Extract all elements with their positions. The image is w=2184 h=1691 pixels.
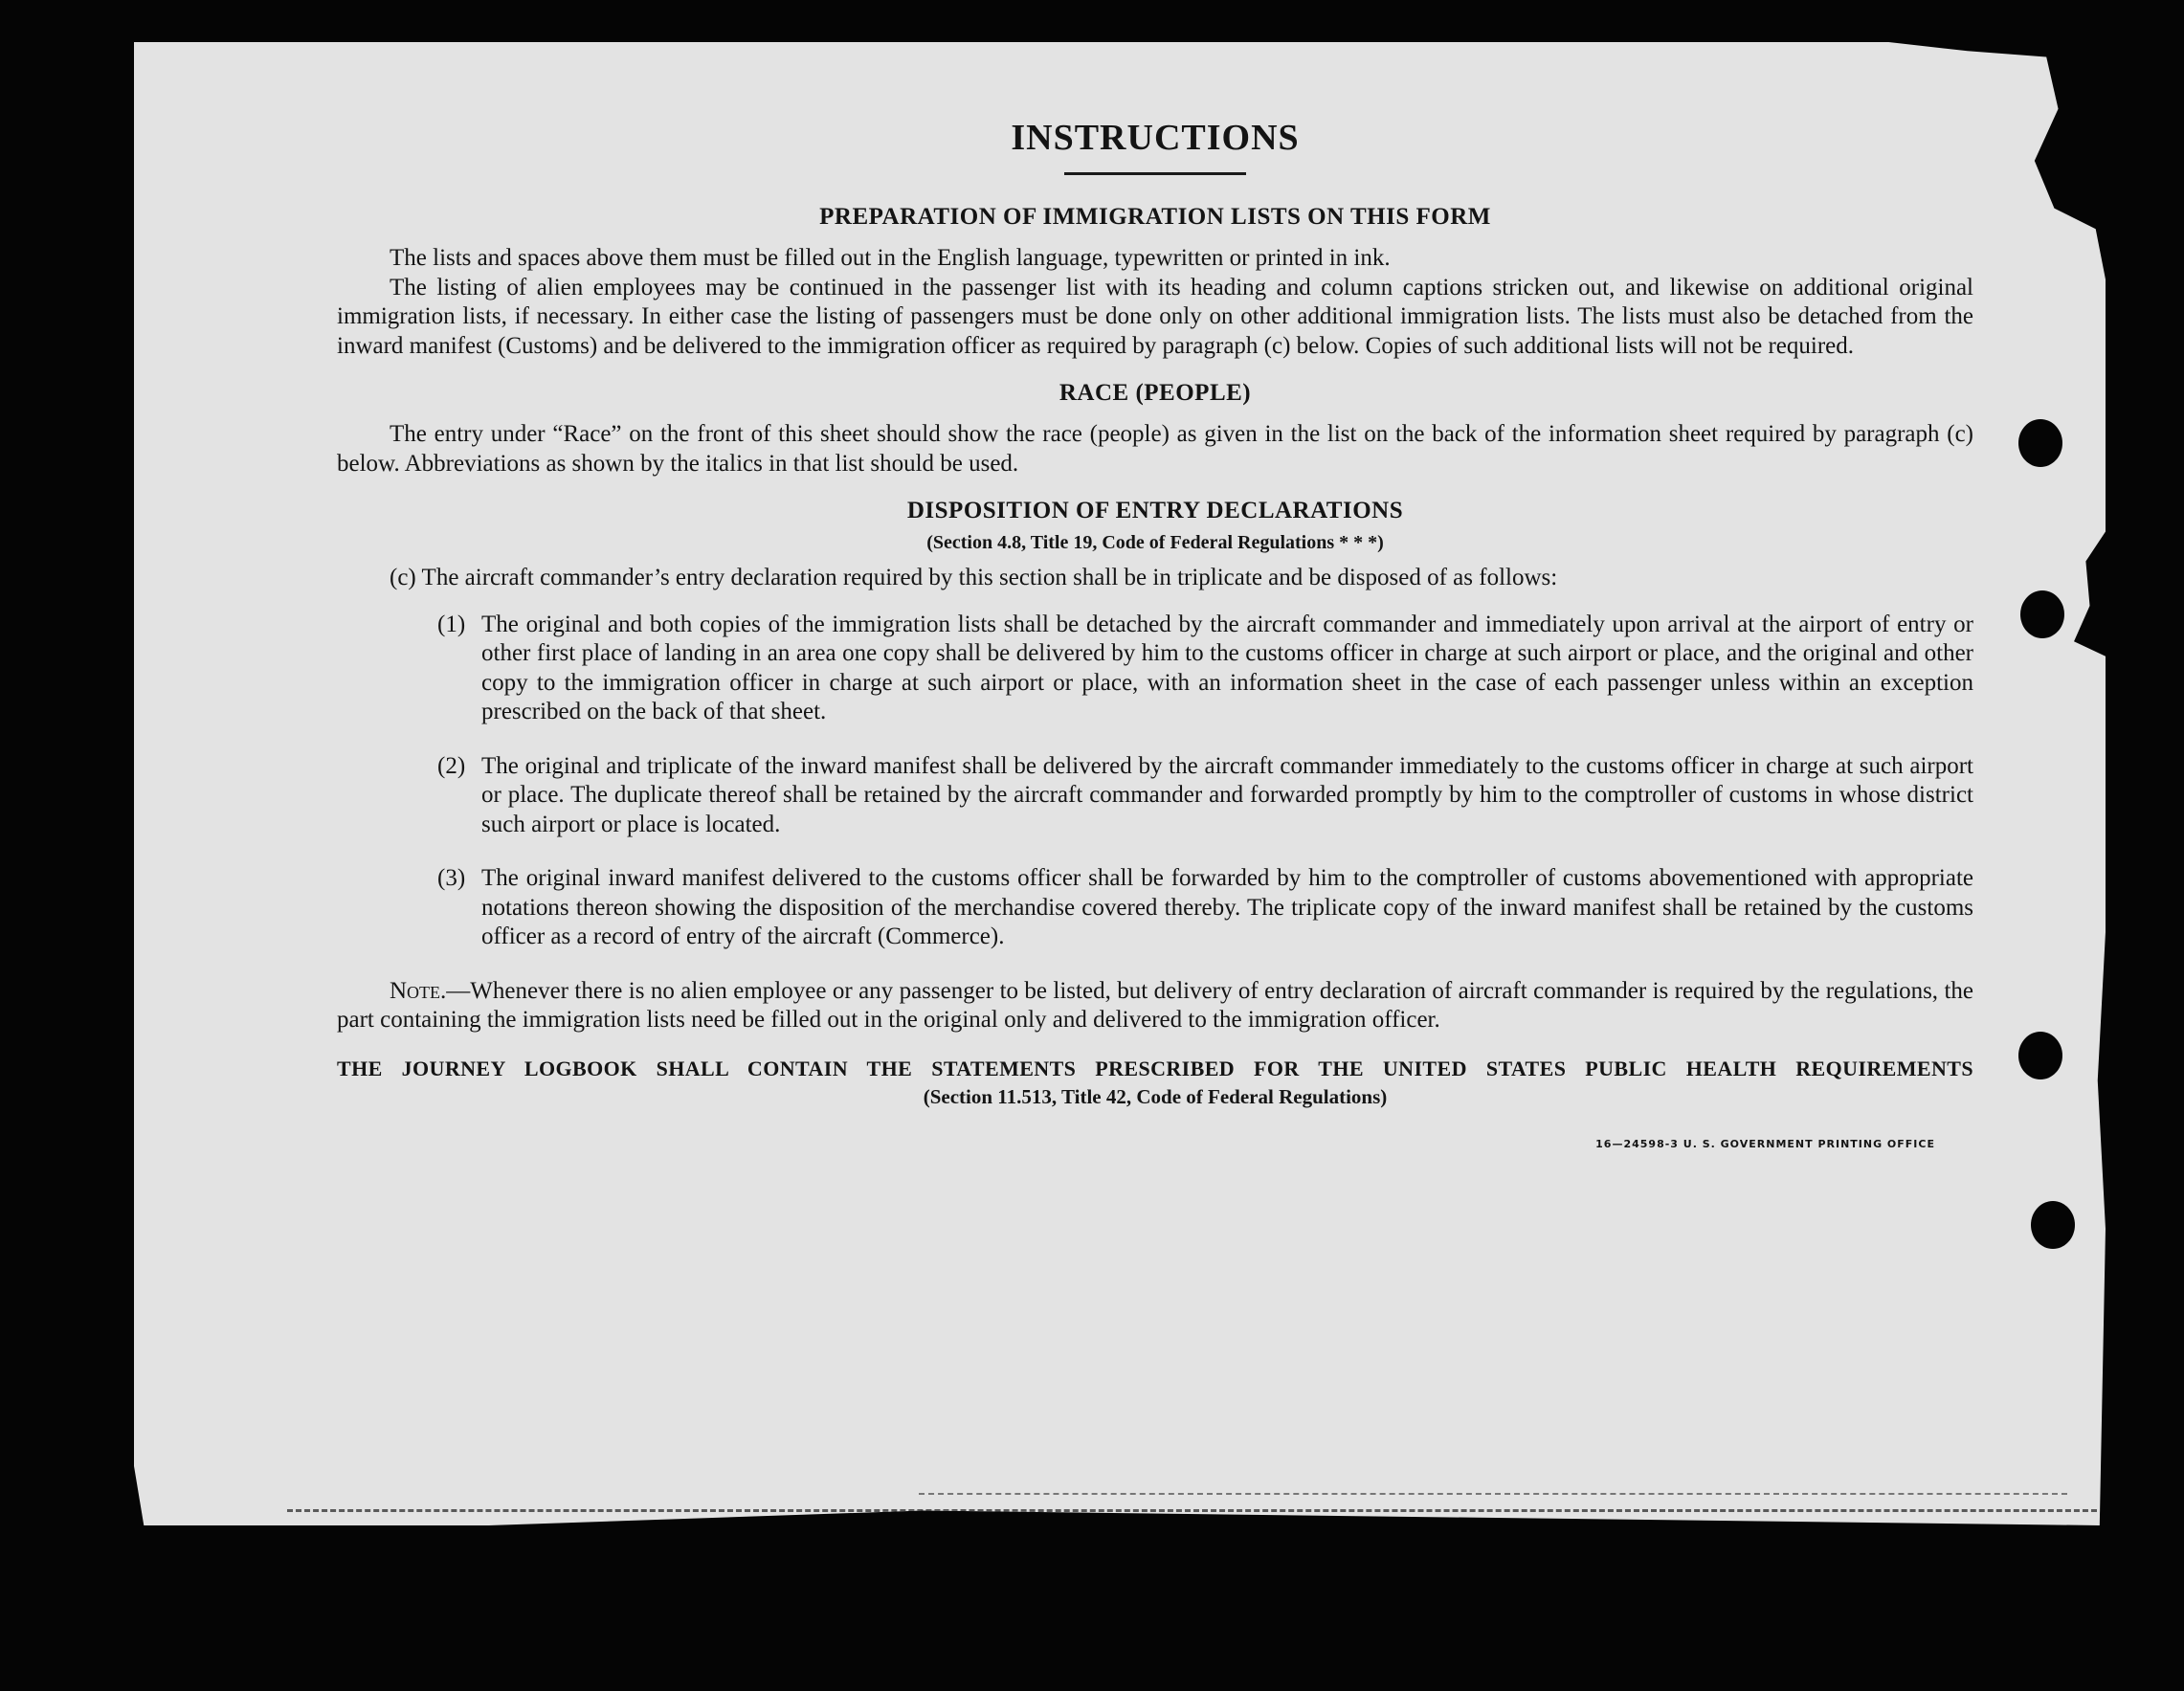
list-item-text: The original inward manifest delivered to the customs officer shall be forwarded by him to the comptroller of customs abovementioned with appropriate notations thereon showing the disposition of the merchandise covered thereby. The triplicate copy of the inward manifest shall be retained by the customs officer as a record of entry of the aircraft (Commerce). [481,865,1973,949]
list-item-number: (3) [437,865,466,891]
list-item-number: (2) [437,752,466,779]
list-item [337,752,1973,840]
paragraph-listing: The listing of alien employees may be continued in the passenger list with its heading and column captions stricken out, and likewise on additional original immigration lists, if necessary. In either case the listing of passengers must be done only on other additional immigration lists. The lists must also be detached from the inward manifest (Customs) and be delivered to the immigration officer as required by paragraph (c) below. Copies of such additional lists will not be required. [337,274,1973,359]
note-text: —Whenever there is no alien employee or any passenger to be listed, but delivery of entry declaration of aircraft commander is required by the regulations, the part containing the immigration lists need be filled out in the original only and delivered to the immigration officer. [337,977,1973,1033]
title-rule [1064,172,1246,175]
list-item [337,611,1973,727]
paragraph-race: The entry under “Race” on the front of this sheet should show the race (people) as given in the list on the back of the information sheet required by paragraph (c) below. Abbreviations as shown by the italics in that list should be used. [337,421,1973,477]
section-subheading-citation: (Section 4.8, Title 19, Code of Federal Regulations * * *) [926,532,1384,553]
note-label: Note. [390,977,447,1004]
footer-citation: (Section 11.513, Title 42, Code of Federal Regulations) [923,1084,1388,1108]
paragraph-c-intro: (c) The aircraft commander’s entry declaration required by this section shall be in triplicate and be disposed of as follows: [390,565,1558,590]
perforation-line-secondary [919,1493,2067,1495]
list-item-text: The original and both copies of the immigration lists shall be detached by the aircraft commander and immediately upon arrival at the airport of entry or other first place of landing in an area one copy shall be delivered by him to the customs officer in charge at such airport or place, and the original and other copy to the immigration officer in charge at such airport or place, with an information sheet in the case of each passenger unless within an exception prescribed on the back of that sheet. [481,611,1973,724]
punch-hole [2018,419,2062,467]
instructions-content [337,105,1973,1150]
section-heading-preparation: PREPARATION OF IMMIGRATION LISTS ON THIS FORM [819,204,1491,230]
punch-hole [2020,590,2064,638]
paragraph-language: The lists and spaces above them must be filled out in the English language, typewritten or printed in ink. [390,245,1391,271]
section-heading-race: RACE (PEOPLE) [1059,380,1252,406]
section-heading-disposition: DISPOSITION OF ENTRY DECLARATIONS [906,498,1404,523]
list-item [337,864,1973,952]
punch-hole [2018,1032,2062,1079]
note-paragraph [337,977,1973,1035]
list-item-text: The original and triplicate of the inward manifest shall be delivered by the aircraft commander immediately to the customs officer in charge at such airport or place. The duplicate thereof shall be retained by the aircraft commander and forwarded promptly by him to the comptroller of customs in whose district such airport or place is located. [481,752,1973,837]
perforation-line [287,1509,2106,1512]
punch-hole [2031,1201,2075,1249]
footer-health-requirements: THE JOURNEY LOGBOOK SHALL CONTAIN THE STATEMENTS PRESCRIBED FOR THE UNITED STATES PUBLIC HEALTH REQUIREMENTS [337,1056,1973,1080]
list-item-number: (1) [437,611,466,637]
print-code: 16—24598-3 U. S. GOVERNMENT PRINTING OFFICE [1595,1137,1935,1150]
page-title: INSTRUCTIONS [1011,118,1300,158]
